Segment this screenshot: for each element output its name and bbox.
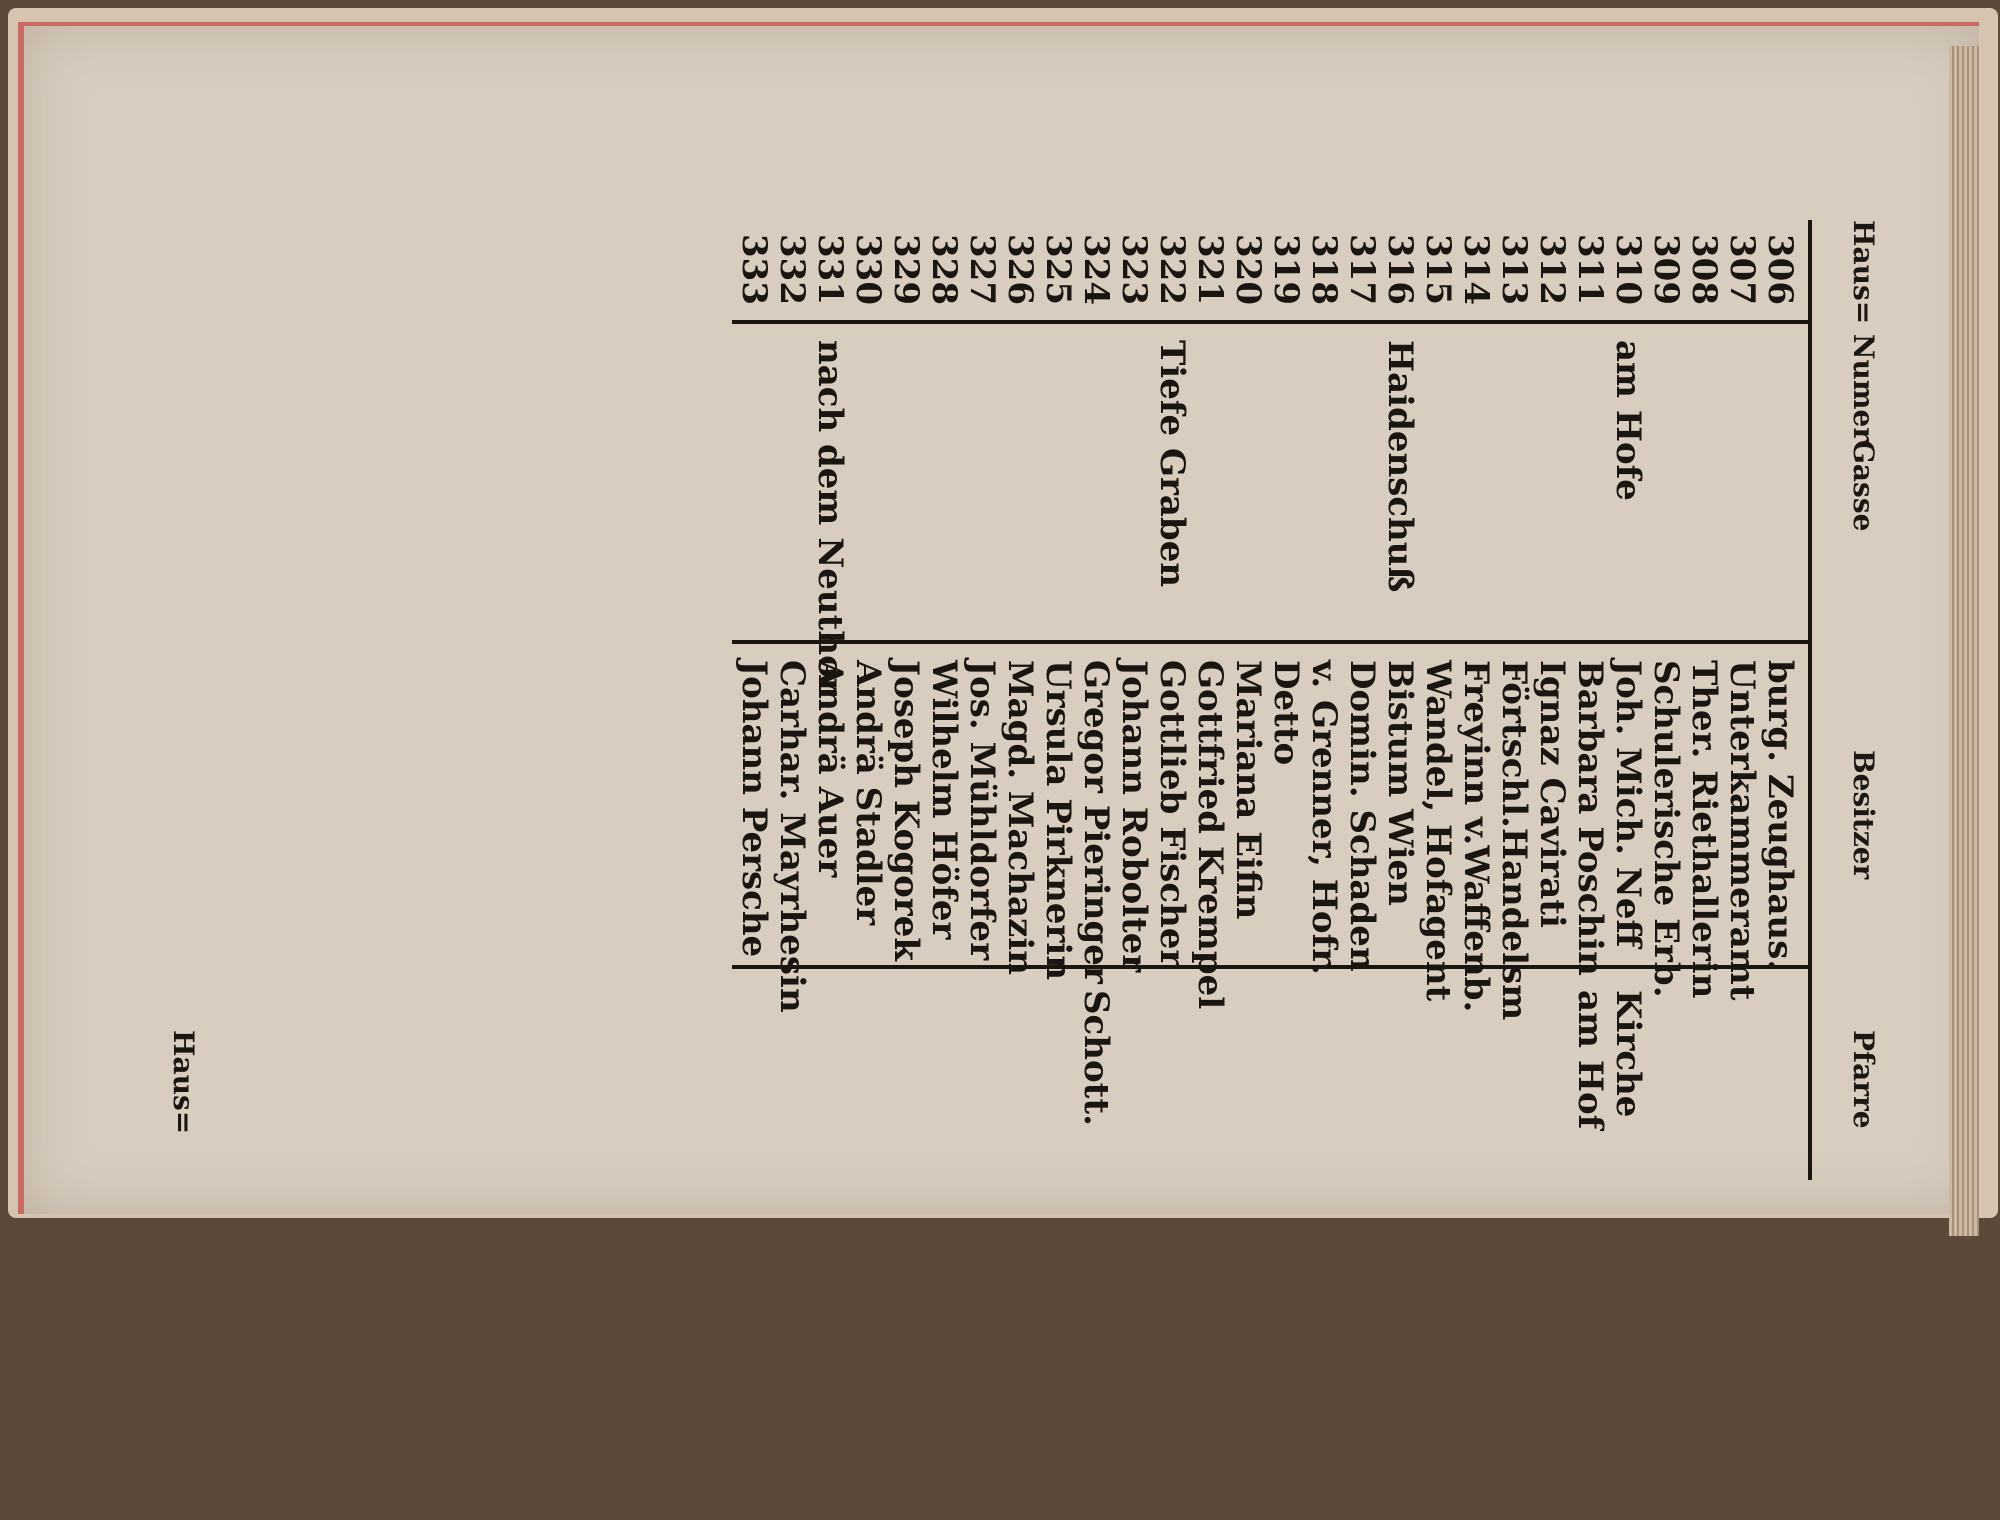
cell-besitzer: Gottlieb Fischer xyxy=(1152,660,1192,968)
cell-num: 317 xyxy=(1342,234,1382,305)
cell-besitzer: Ignaz Cavirati xyxy=(1532,660,1572,928)
table-row xyxy=(926,220,964,1520)
table-row xyxy=(1534,220,1572,1520)
table-row xyxy=(1230,220,1268,1520)
cell-besitzer: Wandel, Hofagent xyxy=(1418,660,1458,1002)
cell-num: 326 xyxy=(1000,234,1040,305)
cell-num: 331 xyxy=(810,234,850,305)
cell-besitzer: Gottfried Krempel xyxy=(1190,660,1230,1010)
register-table xyxy=(250,220,1900,1520)
cell-besitzer: Ursula Pirknerin xyxy=(1038,660,1078,981)
cell-num: 320 xyxy=(1228,234,1268,305)
table-row xyxy=(1686,220,1724,1520)
cell-num: 306 xyxy=(1760,234,1800,305)
page-stack xyxy=(1949,46,1979,1236)
cell-besitzer: Carhar. Mayrhesin xyxy=(772,660,812,1013)
cell-num: 308 xyxy=(1684,234,1724,305)
cell-besitzer: Barbara Poschin xyxy=(1570,660,1610,976)
cell-besitzer: Freyinn v.Waffenb. xyxy=(1456,660,1496,1013)
cell-num: 312 xyxy=(1532,234,1572,305)
cell-besitzer: Joh. Mich. Neff xyxy=(1608,660,1648,948)
table-row xyxy=(1496,220,1534,1520)
table-row xyxy=(1002,220,1040,1520)
table-row xyxy=(1648,220,1686,1520)
cell-num: 316 xyxy=(1380,234,1420,305)
cell-num: 322 xyxy=(1152,234,1192,305)
cell-num: 319 xyxy=(1266,234,1306,305)
cell-num: 330 xyxy=(848,234,888,305)
table-row xyxy=(1116,220,1154,1520)
cell-besitzer: Jos. Mühldorfer xyxy=(962,660,1002,961)
cell-num: 307 xyxy=(1722,234,1762,305)
header-haus-nummer: Haus= Numer xyxy=(1847,220,1880,443)
cell-besitzer: Domin. Schaden xyxy=(1342,660,1382,972)
table-row xyxy=(1420,220,1458,1520)
cell-besitzer: Johann Robolter xyxy=(1114,660,1154,973)
table-row xyxy=(964,220,1002,1520)
header-pfarre: Pfarre xyxy=(1847,1030,1880,1129)
table-row xyxy=(1344,220,1382,1520)
cell-num: 325 xyxy=(1038,234,1078,305)
table-row xyxy=(1572,220,1610,1520)
cell-num: 314 xyxy=(1456,234,1496,305)
cell-besitzer: Detto xyxy=(1266,660,1306,766)
cell-besitzer: Andrä Auer xyxy=(810,660,850,878)
cell-pfarre: Schott. xyxy=(1076,990,1116,1126)
cell-num: 321 xyxy=(1190,234,1230,305)
table-row xyxy=(1382,220,1420,1520)
table-row xyxy=(1154,220,1192,1520)
table-row xyxy=(1192,220,1230,1520)
cell-num: 318 xyxy=(1304,234,1344,305)
cell-num: 329 xyxy=(886,234,926,305)
header-rule xyxy=(1808,220,1812,1180)
cell-num: 324 xyxy=(1076,234,1116,305)
table-row xyxy=(1040,220,1078,1520)
table-row xyxy=(812,220,850,1520)
table-row xyxy=(1078,220,1116,1520)
cell-besitzer: Schulerische Erb. xyxy=(1646,660,1686,998)
cell-num: 310 xyxy=(1608,234,1648,305)
table-row xyxy=(850,220,888,1520)
cell-besitzer: burg. Zeughaus. xyxy=(1760,660,1800,972)
cell-num: 332 xyxy=(772,234,812,305)
cell-num: 327 xyxy=(962,234,1002,305)
cell-num: 309 xyxy=(1646,234,1686,305)
catchword: Haus= xyxy=(167,1030,200,1135)
cell-besitzer: Johann Persche xyxy=(734,660,774,958)
cell-gasse: Haidenschuß xyxy=(1380,340,1420,593)
table-row xyxy=(888,220,926,1520)
cell-num: 313 xyxy=(1494,234,1534,305)
cell-num: 323 xyxy=(1114,234,1154,305)
table-row xyxy=(1268,220,1306,1520)
table-row xyxy=(1724,220,1762,1520)
cell-besitzer: Förtschl.Handelsm xyxy=(1494,660,1534,1021)
cell-besitzer: Ther. Riethallerin xyxy=(1684,660,1724,999)
cell-besitzer: Joseph Kogorek xyxy=(886,660,926,961)
cell-num: 311 xyxy=(1570,234,1610,305)
cell-besitzer: Bistum Wien xyxy=(1380,660,1420,906)
cell-gasse: nach dem Neuthor xyxy=(810,340,850,696)
table-row xyxy=(1610,220,1648,1520)
cell-besitzer: Andrä Stadler xyxy=(848,660,888,926)
table-row xyxy=(1306,220,1344,1520)
table-row xyxy=(1458,220,1496,1520)
cell-gasse: Tiefe Graben xyxy=(1152,340,1192,588)
table-row xyxy=(736,220,774,1520)
table-header xyxy=(1810,220,1880,1520)
cell-pfarre: Kirche xyxy=(1608,990,1648,1118)
cell-gasse: am Hofe xyxy=(1608,340,1648,501)
cell-besitzer: Magd. Machazin xyxy=(1000,660,1040,975)
cell-num: 328 xyxy=(924,234,964,305)
cell-besitzer: Mariana Eifin xyxy=(1228,660,1268,920)
cell-besitzer: Wilhelm Höfer xyxy=(924,660,964,940)
cell-num: 333 xyxy=(734,234,774,305)
header-besitzer: Besitzer xyxy=(1847,750,1880,880)
table-row xyxy=(774,220,812,1520)
table-row xyxy=(1762,220,1800,1520)
header-gasse: Gasse xyxy=(1847,440,1880,532)
cell-besitzer: Gregor Pieringer xyxy=(1076,660,1116,984)
cell-pfarre: am Hof xyxy=(1570,990,1610,1130)
cell-besitzer: v. Grenner, Hofr. xyxy=(1304,660,1344,975)
cell-besitzer: Unterkammeramt xyxy=(1722,660,1762,1001)
cell-num: 315 xyxy=(1418,234,1458,305)
